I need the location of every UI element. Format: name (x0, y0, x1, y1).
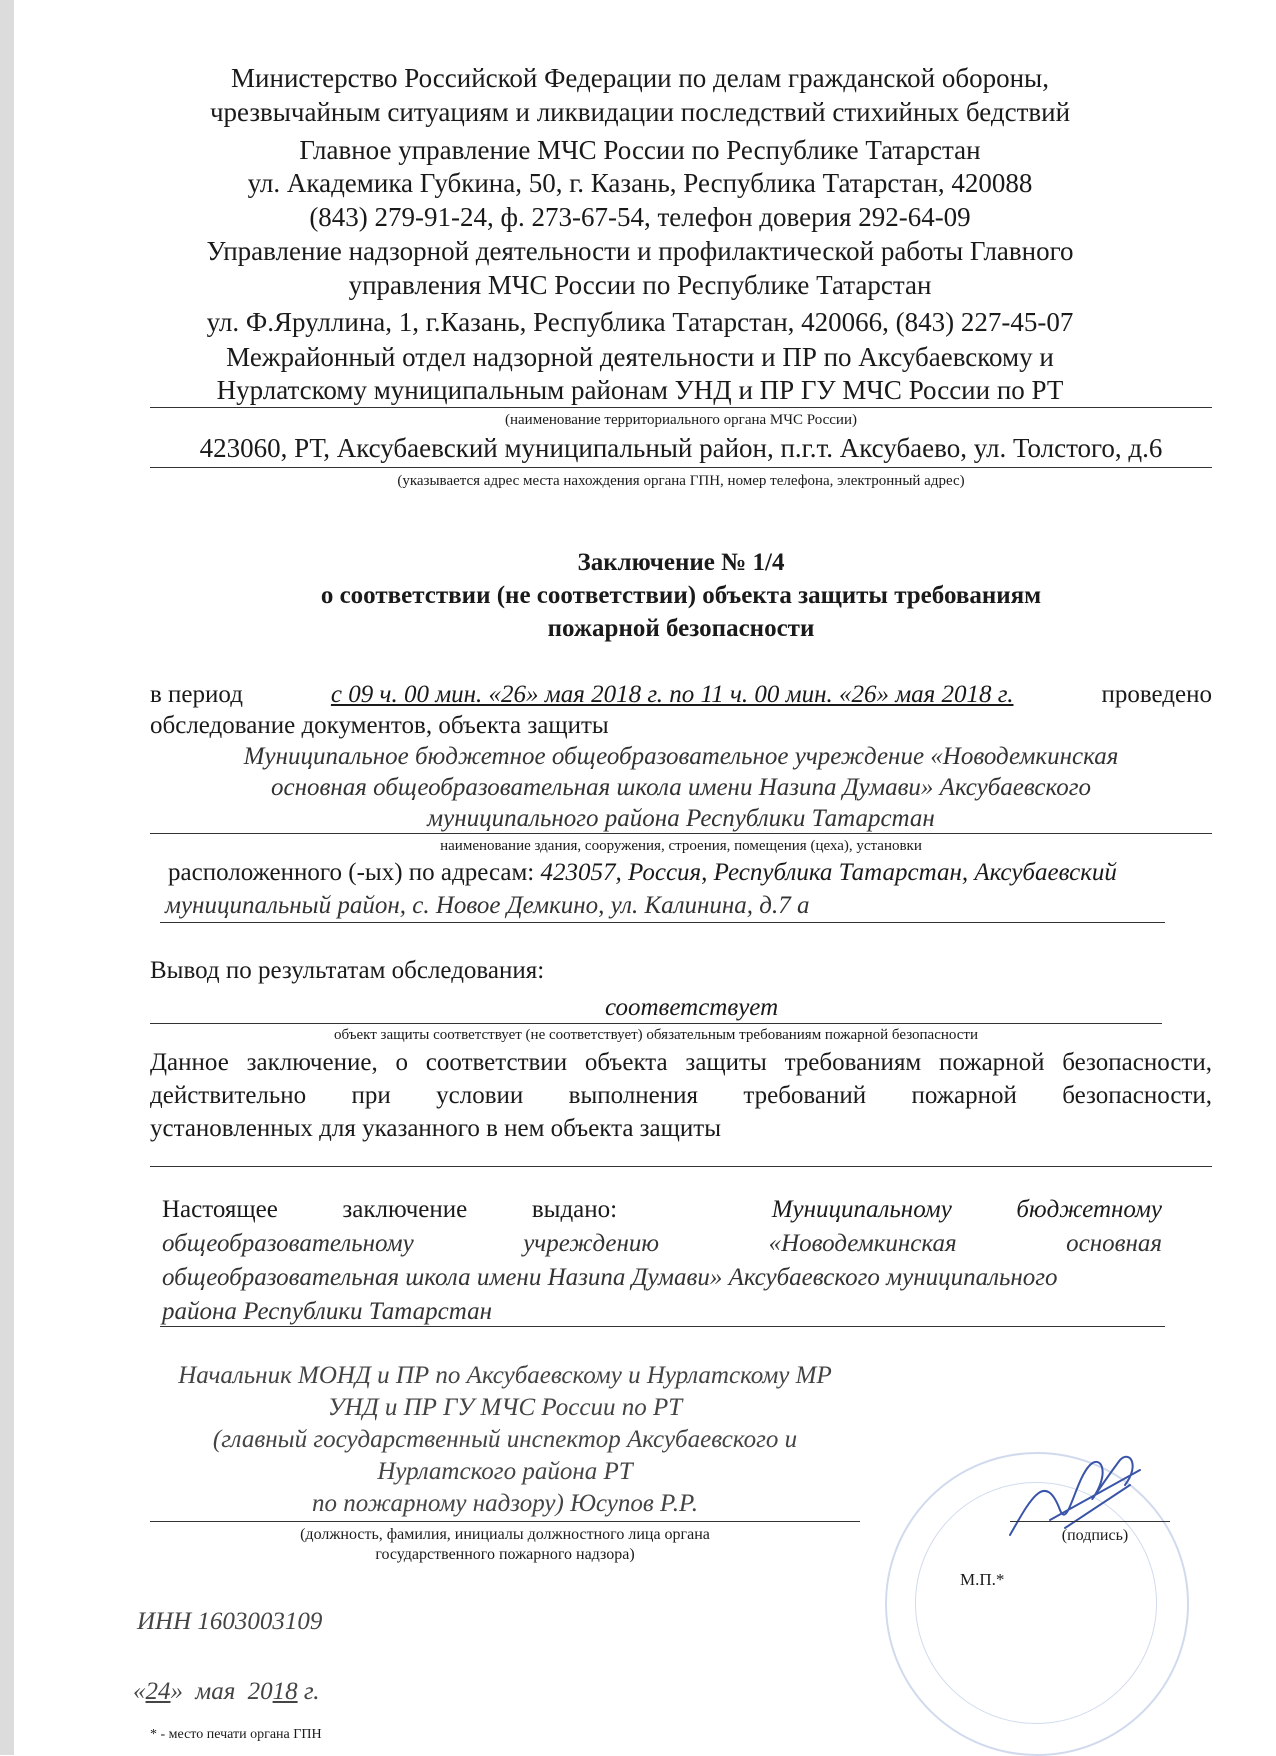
rule-object (150, 833, 1212, 834)
signatory-line-5: по пожарному надзору) Юсупов Р.Р. (311, 1490, 699, 1517)
rule-address (150, 467, 1212, 468)
caption-object: наименование здания, сооружения, строения, помещения (цеха), установки (440, 838, 922, 854)
period-value: с 09 ч. 00 мин. «26» мая 2018 г. по 11 ч. 00 мин. «26» мая 2018 г. (330, 681, 1014, 708)
mond-line-1: Межрайонный отдел надзорной деятельности и ПР по Аксубаевскому и (226, 342, 1054, 372)
location-line-1 (168, 858, 1117, 888)
signatory-caption-2: государственного пожарного надзора) (375, 1546, 635, 1563)
rule-org (150, 407, 1212, 408)
signatory-line-4: Нурлатского района РТ (377, 1458, 633, 1485)
scan-edge (0, 0, 14, 1755)
title-line-2: о соответствии (не соответствии) объекта защиты требованиям (320, 582, 1042, 609)
object-line-3: муниципального района Республики Татарстан (427, 805, 935, 832)
date-day: 24 (145, 1678, 171, 1705)
und-line-1: Управление надзорной деятельности и профилактической работы Главного (206, 236, 1074, 266)
und-address: ул. Ф.Яруллина, 1, г.Казань, Республика Татарстан, 420066, (843) 227-45-07 (206, 307, 1074, 337)
title-line-3: пожарной безопасности (547, 615, 815, 642)
rule-conclusion (150, 1023, 1162, 1024)
conclusion-label: Вывод по результатам обследования: (150, 957, 545, 984)
conclusion-text-3: установленных для указанного в нем объекта защиты (150, 1115, 722, 1142)
inn: ИНН 1603003109 (137, 1608, 323, 1635)
caption-address: (указывается адрес места нахождения органа ГПН, номер телефона, электронный адрес) (397, 473, 965, 489)
stamp-place: М.П.* (960, 1570, 1005, 1589)
date-open-quote: « (133, 1678, 146, 1705)
gu-name: Главное управление МЧС России по Республике Татарстан (299, 135, 981, 165)
footnote: * - место печати органа ГПН (150, 1727, 322, 1742)
caption-org: (наименование территориального органа МЧС России) (505, 412, 857, 428)
period-line (150, 680, 1212, 710)
signature-caption: (подпись) (1061, 1527, 1129, 1544)
signatory-line-2: УНД и ПР ГУ МЧС России по РТ (327, 1394, 683, 1421)
und-line-2: управления МЧС России по Республике Татарстан (348, 270, 932, 300)
period-prefix: в период (150, 681, 243, 708)
period-suffix: проведено (1101, 681, 1212, 708)
rule-issued (160, 1326, 1165, 1327)
conclusion-value: соответствует (605, 994, 779, 1021)
date-year-suffix: 18 (272, 1678, 298, 1705)
date-close-quote: » (170, 1678, 183, 1705)
location-value-2: муниципальный район, с. Новое Демкино, ул. Калинина, д.7 а (165, 892, 810, 919)
issued-label: Настоящее заключение выдано: (162, 1196, 618, 1223)
location-label: расположенного (-ых) по адресам: (168, 859, 535, 886)
date-suffix: г. (303, 1678, 320, 1705)
conclusion-text-2: действительно при условии выполнения требований пожарной безопасности, (150, 1082, 1212, 1109)
signatory-line-1: Начальник МОНД и ПР по Аксубаевскому и Нурлатскому МР (178, 1362, 832, 1389)
signatory-caption-1: (должность, фамилия, инициалы должностного лица органа (300, 1526, 710, 1543)
conclusion-text-1: Данное заключение, о соответствии объекта защиты требованиям пожарной безопасности, (150, 1049, 1212, 1076)
org-address: 423060, РТ, Аксубаевский муниципальный район, п.г.т. Аксубаево, ул. Толстого, д.6 (199, 433, 1163, 463)
issued-value-4: района Республики Татарстан (162, 1298, 492, 1325)
date-year-prefix: 20 (247, 1678, 273, 1705)
issued-value-1: Муниципальному бюджетному (771, 1196, 1162, 1223)
issued-value-2: общеобразовательному учреждению «Новодемкинская основная (162, 1230, 1162, 1257)
period-line-2: обследование документов, объекта защиты (150, 712, 609, 739)
rule-location (160, 922, 1165, 923)
issued-value-3: общеобразовательная школа имени Назипа Думави» Аксубаевского муниципального (162, 1264, 1058, 1291)
rule-signatory (150, 1521, 860, 1522)
signatory-line-3: (главный государственный инспектор Аксубаевского и (212, 1426, 798, 1453)
ministry-line-2: чрезвычайным ситуациям и ликвидации последствий стихийных бедствий (209, 97, 1071, 127)
rule-conclusion-end (150, 1166, 1212, 1167)
mond-line-2: Нурлатскому муниципальным районам УНД и ПР ГУ МЧС России по РТ (216, 375, 1064, 405)
object-line-1: Муниципальное бюджетное общеобразовательное учреждение «Новодемкинская (243, 743, 1119, 770)
location-value-1: 423057, Россия, Республика Татарстан, Аксубаевский (540, 859, 1117, 886)
rule-signature (1010, 1521, 1170, 1522)
issued-line-1 (162, 1195, 1162, 1225)
title-number: Заключение № 1/4 (577, 549, 785, 576)
object-line-2: основная общеобразовательная школа имени Назипа Думави» Аксубаевского (270, 774, 1092, 801)
gu-phones: (843) 279-91-24, ф. 273-67-54, телефон доверия 292-64-09 (309, 202, 971, 232)
issue-date (133, 1677, 320, 1707)
ministry-line-1: Министерство Российской Федерации по делам гражданской обороны, (231, 63, 1049, 93)
caption-conclusion: объект защиты соответствует (не соответствует) обязательным требованиям пожарной безопасности (333, 1027, 979, 1043)
gu-address: ул. Академика Губкина, 50, г. Казань, Республика Татарстан, 420088 (247, 168, 1033, 198)
date-month: мая (195, 1678, 236, 1705)
